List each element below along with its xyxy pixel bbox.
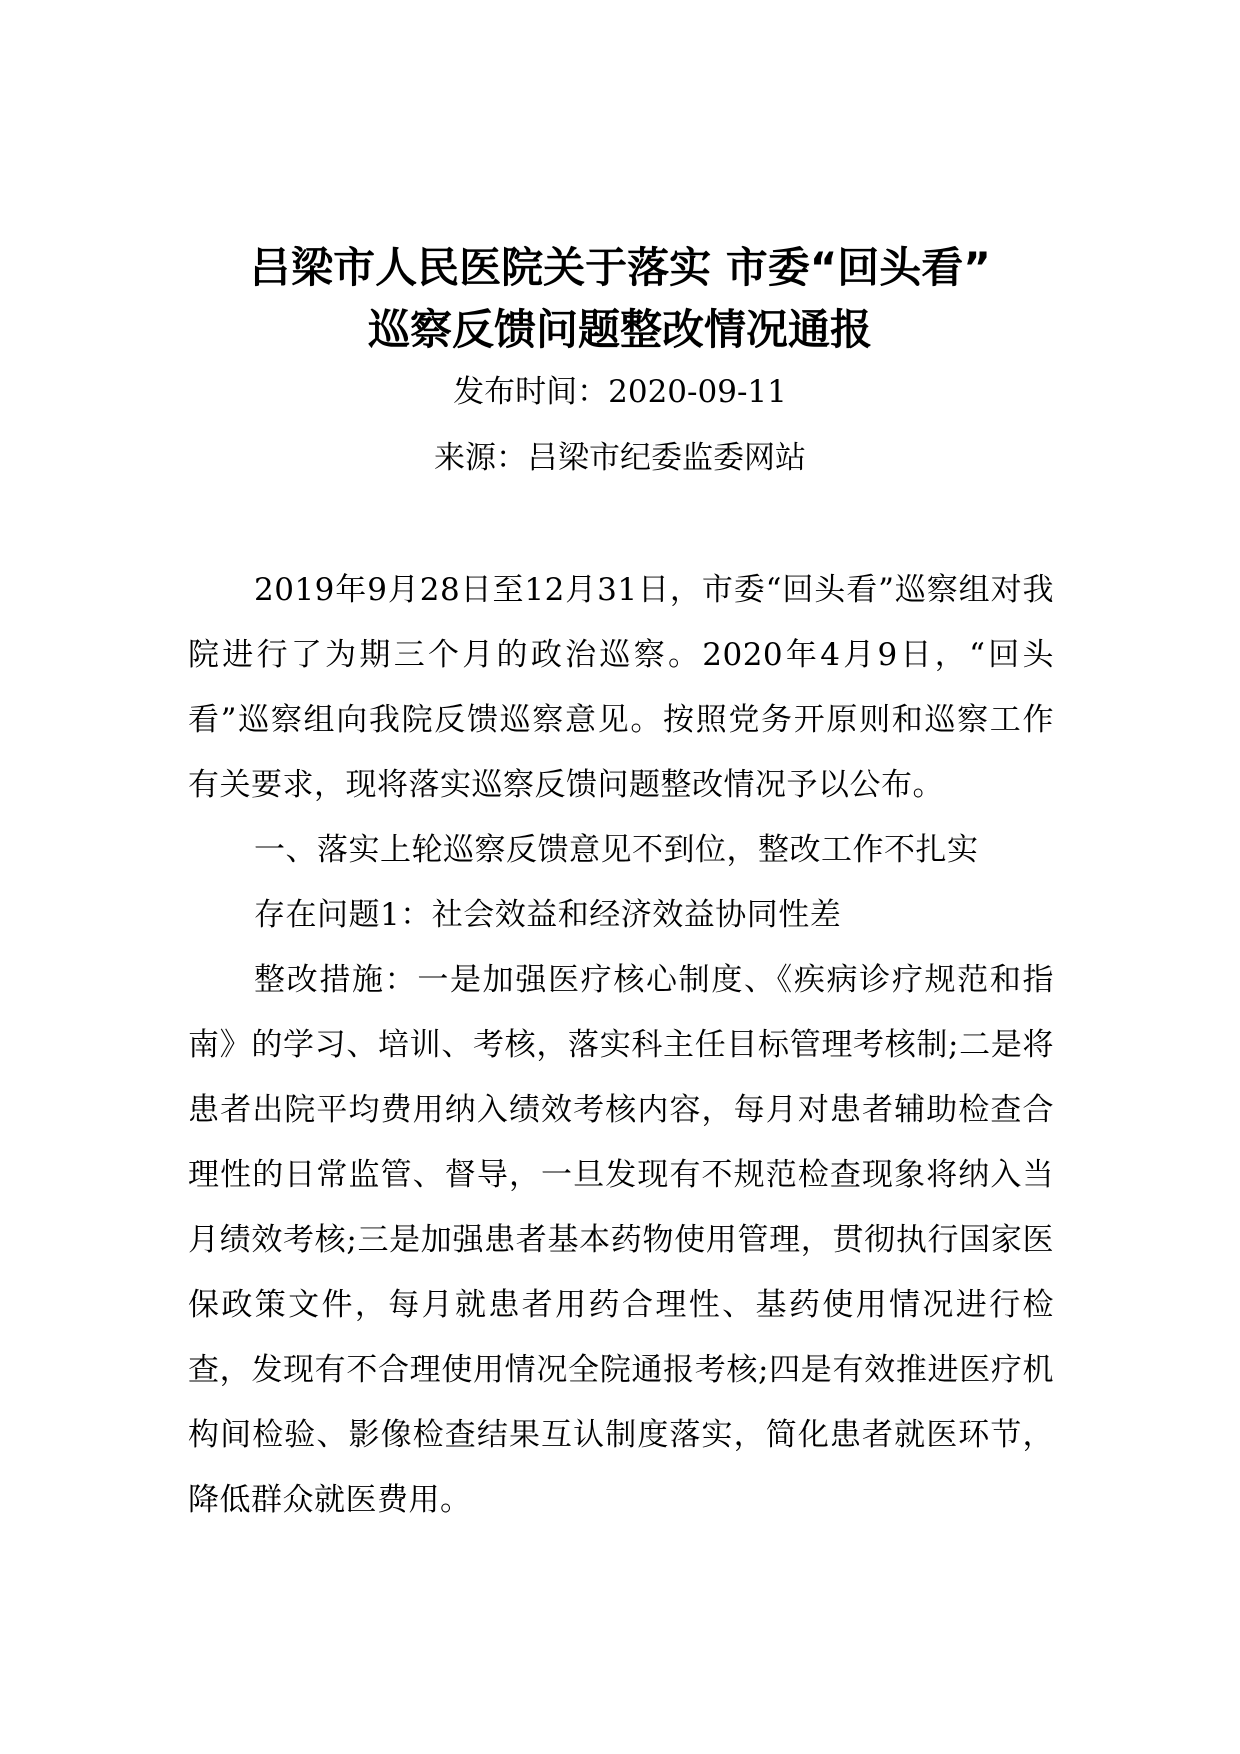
publish-time: 发布时间：2020-09-11	[453, 374, 787, 410]
document-title-line-1: 吕梁市人民医院关于落实 市委“回头看”	[249, 243, 991, 292]
issue-1-paragraph: 存在问题1：社会效益和经济效益协同性差	[254, 897, 842, 933]
section-heading: 一、落实上轮巡察反馈意见不到位，整改工作不扎实	[254, 832, 979, 868]
document-body	[188, 558, 1054, 1533]
measures-paragraph: 整改措施：一是加强医疗核心制度、《疾病诊疗规范和指南》的学习、培训、考核，落实科主任目标管理考核制;二是将患者出院平均费用纳入绩效考核内容，每月对患者辅助检查合理性的日常监管、督导，一旦发现有不规范检查现象将纳入当月绩效考核;三是加强患者基本药物使用管理，贯彻执行国家医保政策文件，每月就患者用药合理性、基药使用情况进行检查，发现有不合理使用情况全院通报考核;四是有效推进医疗机构间检验、影像检查结果互认制度落实，简化患者就医环节，降低群众就医费用。	[188, 962, 1054, 1518]
document-title-line-2: 巡察反馈问题整改情况通报	[367, 305, 872, 354]
source-line: 来源：吕梁市纪委监委网站	[434, 440, 806, 476]
intro-paragraph: 2019年9月28日至12月31日，市委“回头看”巡察组对我院进行了为期三个月的政治巡察。2020年4月9日，“回头看”巡察组向我院反馈巡察意见。按照党务开原则和巡察工作有关要求，现将落实巡察反馈问题整改情况予以公布。	[188, 572, 1054, 803]
